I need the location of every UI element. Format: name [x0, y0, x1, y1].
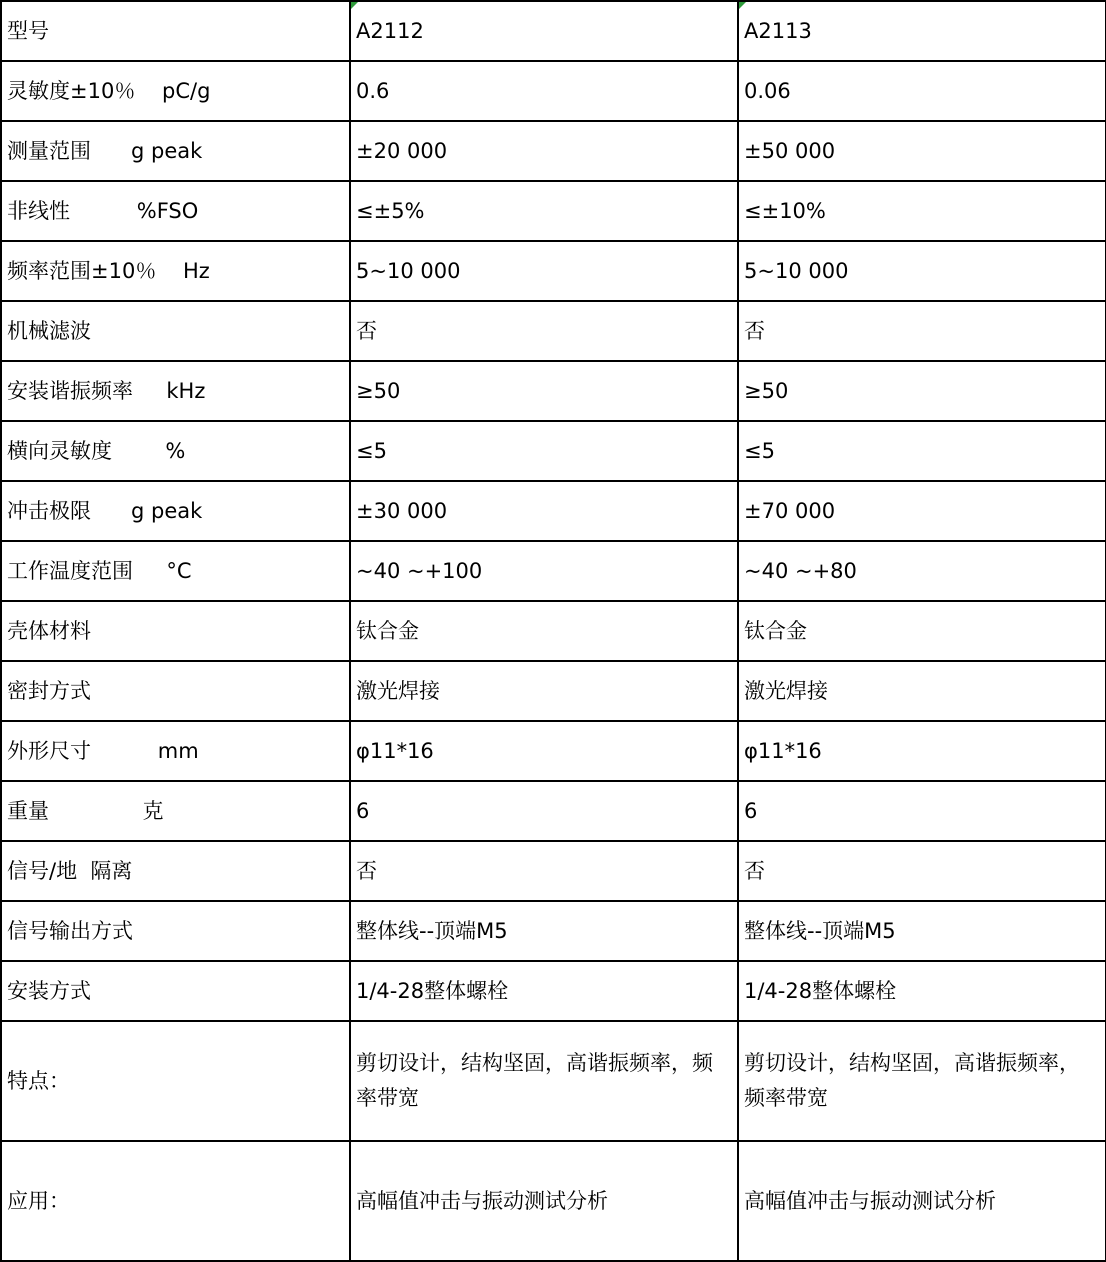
table-row	[1, 901, 1106, 961]
spec-value-a2113: ≥50	[738, 361, 1106, 421]
spec-label: 重量 克	[1, 781, 350, 841]
table-row	[1, 1, 1106, 61]
spec-value-a2112: 0.6	[350, 61, 738, 121]
spec-label: 机械滤波	[1, 301, 350, 361]
spec-value-a2113: 剪切设计，结构坚固，高谐振频率，频率带宽	[738, 1021, 1106, 1141]
spec-value-a2112: 否	[350, 301, 738, 361]
spec-label: 安装谐振频率 kHz	[1, 361, 350, 421]
spec-value-a2112: ≥50	[350, 361, 738, 421]
spec-label: 壳体材料	[1, 601, 350, 661]
spec-label: 冲击极限 g peak	[1, 481, 350, 541]
spec-value-a2112: 整体线--顶端M5	[350, 901, 738, 961]
spec-value-a2112: 5~10 000	[350, 241, 738, 301]
spec-value-a2112: ≤±5%	[350, 181, 738, 241]
table-row	[1, 961, 1106, 1021]
table-row	[1, 541, 1106, 601]
spec-value-a2113: 否	[738, 841, 1106, 901]
table-row	[1, 361, 1106, 421]
spec-label: 信号输出方式	[1, 901, 350, 961]
spec-value-a2112: 6	[350, 781, 738, 841]
spec-value-a2113: ≤5	[738, 421, 1106, 481]
table-row	[1, 841, 1106, 901]
table-row	[1, 181, 1106, 241]
table-row	[1, 1021, 1106, 1141]
spec-label: 安装方式	[1, 961, 350, 1021]
model-a2113: A2113	[744, 18, 812, 43]
table-row	[1, 121, 1106, 181]
cell-marker	[739, 2, 746, 9]
cell-marker	[351, 2, 358, 9]
spec-value-a2112	[350, 1, 738, 61]
spec-value-a2112: 激光焊接	[350, 661, 738, 721]
spec-label: 频率范围±10％ Hz	[1, 241, 350, 301]
spec-value-a2113: 0.06	[738, 61, 1106, 121]
spec-label: 横向灵敏度 %	[1, 421, 350, 481]
spec-value-a2112: φ11*16	[350, 721, 738, 781]
spec-label: 特点：	[1, 1021, 350, 1141]
table-row	[1, 781, 1106, 841]
table-row	[1, 421, 1106, 481]
table-row	[1, 661, 1106, 721]
model-a2112: A2112	[356, 18, 424, 43]
spec-value-a2113: ±70 000	[738, 481, 1106, 541]
spec-value-a2112: 1/4-28整体螺栓	[350, 961, 738, 1021]
spec-value-a2113: ±50 000	[738, 121, 1106, 181]
table-row	[1, 61, 1106, 121]
spec-label: 测量范围 g peak	[1, 121, 350, 181]
spec-value-a2113: ~40 ~+80	[738, 541, 1106, 601]
spec-value-a2113	[738, 1, 1106, 61]
spec-value-a2113: 高幅值冲击与振动测试分析	[738, 1141, 1106, 1261]
spec-value-a2112: 高幅值冲击与振动测试分析	[350, 1141, 738, 1261]
spec-value-a2112: 否	[350, 841, 738, 901]
spec-label: 外形尺寸 mm	[1, 721, 350, 781]
spec-value-a2112: 剪切设计，结构坚固，高谐振频率，频率带宽	[350, 1021, 738, 1141]
spec-value-a2112: 钛合金	[350, 601, 738, 661]
spec-value-a2113: 否	[738, 301, 1106, 361]
spec-value-a2112: ±20 000	[350, 121, 738, 181]
spec-value-a2112: ~40 ~+100	[350, 541, 738, 601]
spec-value-a2112: ±30 000	[350, 481, 738, 541]
table-row	[1, 481, 1106, 541]
spec-value-a2113: φ11*16	[738, 721, 1106, 781]
table-row	[1, 301, 1106, 361]
spec-value-a2113: 钛合金	[738, 601, 1106, 661]
spec-value-a2112: ≤5	[350, 421, 738, 481]
spec-label: 应用：	[1, 1141, 350, 1261]
spec-value-a2113: 6	[738, 781, 1106, 841]
spec-label: 型号	[1, 1, 350, 61]
table-row	[1, 1141, 1106, 1261]
spec-value-a2113: ≤±10%	[738, 181, 1106, 241]
spec-value-a2113: 5~10 000	[738, 241, 1106, 301]
spec-value-a2113: 整体线--顶端M5	[738, 901, 1106, 961]
table-row	[1, 241, 1106, 301]
spec-label: 非线性 %FSO	[1, 181, 350, 241]
spec-value-a2113: 激光焊接	[738, 661, 1106, 721]
spec-label: 灵敏度±10％ pC/g	[1, 61, 350, 121]
table-row	[1, 601, 1106, 661]
spec-label: 工作温度范围 °C	[1, 541, 350, 601]
spec-label: 密封方式	[1, 661, 350, 721]
spec-value-a2113: 1/4-28整体螺栓	[738, 961, 1106, 1021]
table-row	[1, 721, 1106, 781]
spec-label: 信号/地 隔离	[1, 841, 350, 901]
